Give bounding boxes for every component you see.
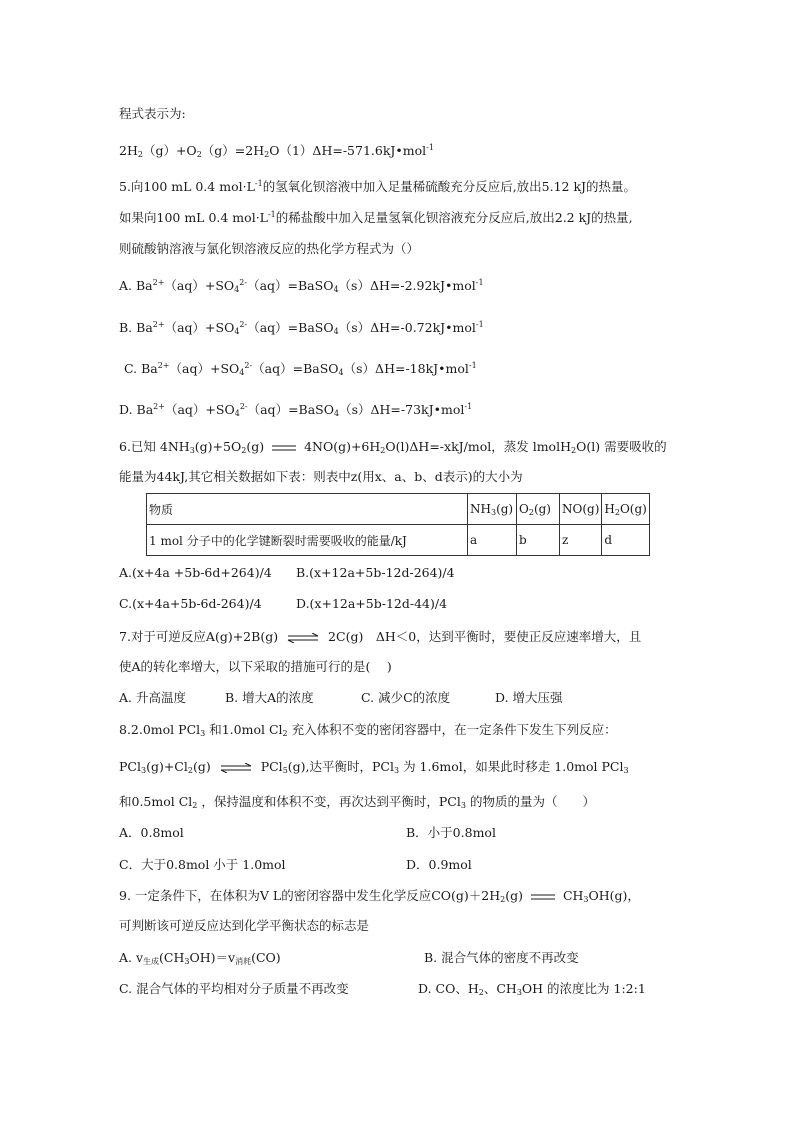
table-cell: a [468,525,517,556]
q7-option-c: C. 减少C的浓度 [361,690,451,705]
q6-line-1: 6.已知 $4NH_3(g)+5O_2(g)$ $4NO(g)+6H_2O(l)\Delta H=-xkJ$/mol，蒸发 lmolH$_2$O(l) 需要吸收的 [119,439,667,455]
q9-option-d: D. CO、$H_2$、$CH_3OH$ 的浓度比为 1:2:1 [418,981,646,997]
q5-option-b: B. $Ba^{2+}(aq)+SO_4^{2-}(aq)=BaSO_4(s)\Delta H=-0.72kJ•mol^{-1}$ [119,320,484,336]
table-header-cell: $NH_3(g)$ [468,494,517,525]
q9-option-b: B. 混合气体的密度不再改变 [424,950,579,965]
table-row [147,494,650,525]
q7-line-2: 使A的转化率增大，以下采取的措施可行的是( ) [119,659,392,674]
q5-line-3: 则硫酸钠溶液与氯化钡溶液反应的热化学方程式为（） [119,241,420,256]
q6-option-a: A.(x+4a +5b-6d+264)/4 [119,565,272,580]
thermo-equation-h2: $2H_2(g)+O_2(g)=2H_2O(1)\Delta H=-571.6kJ•mol^{-1}$ [119,143,434,159]
q5-option-c: C. $Ba^{2+}(aq)+SO_4^{2-}(aq)=BaSO_4(s)\Delta H=-18kJ•mol^{-1}$ [124,361,477,377]
intro-line: 程式表示为: [119,106,186,121]
table-cell: b [517,525,560,556]
table-cell: z [560,525,602,556]
q7-option-a: A. 升高温度 [119,690,186,705]
q8-line-3: 和0.5mol $Cl_2$ ，保持温度和体积不变，再次达到平衡时，PCl$_3$ 的物质的量为（ ） [119,794,595,810]
q5-option-a: A. $Ba^{2+}(aq)+SO_4^{2-}(aq)=BaSO_4(s)\Delta H=-2.92kJ•mol^{-1}$ [119,278,484,294]
table-header-cell: NO(g) [560,494,602,525]
q8-line-2: $PCl_3(g)+Cl_2(g)$ PCl$_5$(g),达平衡时，PCl$_3$ 为 1.6mol，如果此时移走 1.0mol PCl$_3$ [119,759,629,775]
q8-option-c: C．大于0.8mol 小于 1.0mol [119,857,286,872]
equals-sign-icon [531,893,555,901]
q9-line-2: 可判断该可逆反应达到化学平衡状态的标志是 [119,918,370,933]
reversible-arrow-icon [219,763,253,773]
q8-option-b: B．小于0.8mol [406,825,496,840]
q6-option-d: D.(x+12a+5b-12d-44)/4 [296,596,448,611]
q6-option-b: B.(x+12a+5b-12d-264)/4 [296,565,455,580]
reversible-arrow-icon [286,633,320,643]
q7-line-1: 7.对于可逆反应A(g)+2B(g) 2C(g) ΔH＜0，达到平衡时，要使正反应速率增大，且 [119,629,642,644]
table-header-cell: $O_2(g)$ [517,494,560,525]
q5-line-1: 5.向100 mL 0.4 $mol\cdot L^{-1}$的氢氧化钡溶液中加入足量稀硫酸充分反应后,放出5.12 kJ的热量。 [119,179,637,194]
table-cell: 1 mol 分子中的化学键断裂时需要吸收的能量/kJ [147,525,468,556]
bond-energy-table [146,493,650,556]
table-row [147,525,650,556]
q5-line-2: 如果向100 mL 0.4 $mol\cdot L^{-1}$的稀盐酸中加入足量氢氧化钡溶液充分反应后,放出2.2 kJ的热量, [119,210,633,225]
q8-option-d: D．0.9mol [406,857,472,872]
q7-options [119,688,563,706]
q6-line-2: 能量为44kJ,其它相关数据如下表：则表中z(用x、a、b、d表示)的大小为 [119,469,523,484]
q7-option-b: B. 增大A的浓度 [225,690,314,705]
q5-option-d: D. $Ba^{2+}(aq)+SO_4^{2-}(aq)=BaSO_4(s)\Delta H=-73kJ•mol^{-1}$ [119,402,473,418]
q9-option-a: A. $v_{生成}(CH_3OH)=v_{消耗}(CO)$ [119,950,281,966]
q9-line-1: 9. 一定条件下，在体积为V L的密闭容器中发生化学反应$CO(g)+2H_2(g)$ $CH_3OH(g)$， [119,888,640,904]
q6-option-c: C.(x+4a+5b-6d-264)/4 [119,596,262,611]
table-header-cell: 物质 [147,494,468,525]
q8-line-1: 8.2.0mol PCl$_3$ 和1.0mol $Cl_2$ 充入体积不变的密闭容器中，在一定条件下发生下列反应： [119,722,617,738]
table-cell: d [602,525,649,556]
q9-option-c: C. 混合气体的平均相对分子质量不再改变 [119,981,349,996]
equals-sign-icon [272,444,296,452]
table-header-cell: $H_2O(g)$ [602,494,649,525]
q7-option-d: D. 增大压强 [495,690,563,705]
q8-option-a: A．0.8mol [119,825,184,840]
